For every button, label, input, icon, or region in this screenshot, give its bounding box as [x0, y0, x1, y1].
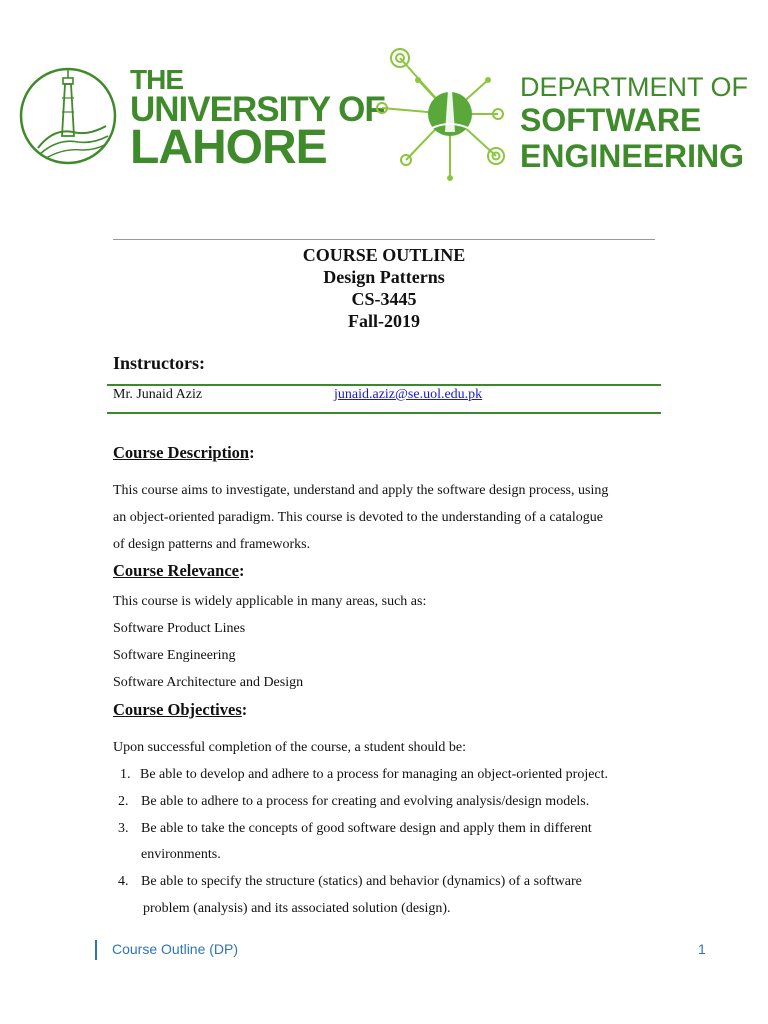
- footer-accent-bar: [95, 940, 97, 960]
- course-name: Design Patterns: [323, 267, 445, 287]
- description-line: of design patterns and frameworks.: [113, 537, 311, 552]
- instructors-heading: Instructors:: [113, 353, 205, 373]
- objective-text: Be able to take the concepts of good software design and apply them in different: [141, 821, 592, 836]
- objective-text: Be able to adhere to a process for creating and evolving analysis/design models.: [141, 794, 590, 809]
- header-divider: [113, 239, 655, 240]
- document-title: COURSE OUTLINE: [302, 245, 466, 265]
- page-number: 1: [698, 941, 706, 957]
- course-relevance-heading: Course Relevance:: [113, 561, 245, 580]
- objective-number: 3.: [118, 821, 129, 836]
- objective-number: 4.: [118, 874, 129, 889]
- relevance-item: Software Engineering: [113, 648, 236, 663]
- relevance-item: Software Product Lines: [113, 621, 246, 636]
- course-description-heading: Course Description:: [113, 443, 255, 462]
- objective-text: Be able to develop and adhere to a process for managing an object-oriented project.: [140, 767, 609, 782]
- description-line: This course aims to investigate, understand and apply the software design process, using: [113, 483, 609, 498]
- footer-label: Course Outline (DP): [112, 941, 239, 957]
- instructor-table-bottom-border: [107, 412, 661, 414]
- university-name-line3: LAHORE: [130, 121, 327, 174]
- objective-number: 1.: [120, 767, 131, 782]
- department-name-line2: SOFTWARE: [520, 102, 702, 138]
- objective-number: 2.: [118, 794, 129, 809]
- instructor-email-link[interactable]: junaid.aziz@se.uol.edu.pk: [334, 387, 483, 402]
- university-name-line2: UNIVERSITY OF: [130, 90, 385, 129]
- instructor-table-top-border: [107, 384, 661, 386]
- university-seal-logo: [18, 66, 118, 166]
- relevance-item: Software Architecture and Design: [113, 675, 304, 690]
- course-objectives-heading-text: Course Objectives: [113, 700, 242, 719]
- description-line: an object-oriented paradigm. This course is devoted to the understanding of a catalogue: [113, 510, 603, 525]
- objectives-intro: Upon successful completion of the course, a student should be:: [113, 740, 467, 755]
- department-network-logo: [370, 44, 520, 184]
- instructor-name: Mr. Junaid Aziz: [113, 387, 203, 402]
- course-term: Fall-2019: [348, 311, 420, 331]
- course-code: CS-3445: [351, 289, 417, 309]
- course-relevance-heading-text: Course Relevance: [113, 561, 240, 580]
- department-name-line3: ENGINEERING: [520, 138, 745, 174]
- university-name-line1: THE: [130, 64, 183, 95]
- objective-text-continued: environments.: [141, 847, 221, 862]
- department-name-line1: DEPARTMENT OF: [520, 72, 749, 102]
- course-description-heading-text: Course Description: [113, 443, 250, 462]
- objective-text: Be able to specify the structure (statics) and behavior (dynamics) of a software: [141, 874, 582, 889]
- course-objectives-heading: Course Objectives:: [113, 700, 248, 719]
- objective-text-continued: problem (analysis) and its associated solution (design).: [143, 901, 451, 916]
- relevance-intro: This course is widely applicable in many areas, such as:: [113, 594, 427, 609]
